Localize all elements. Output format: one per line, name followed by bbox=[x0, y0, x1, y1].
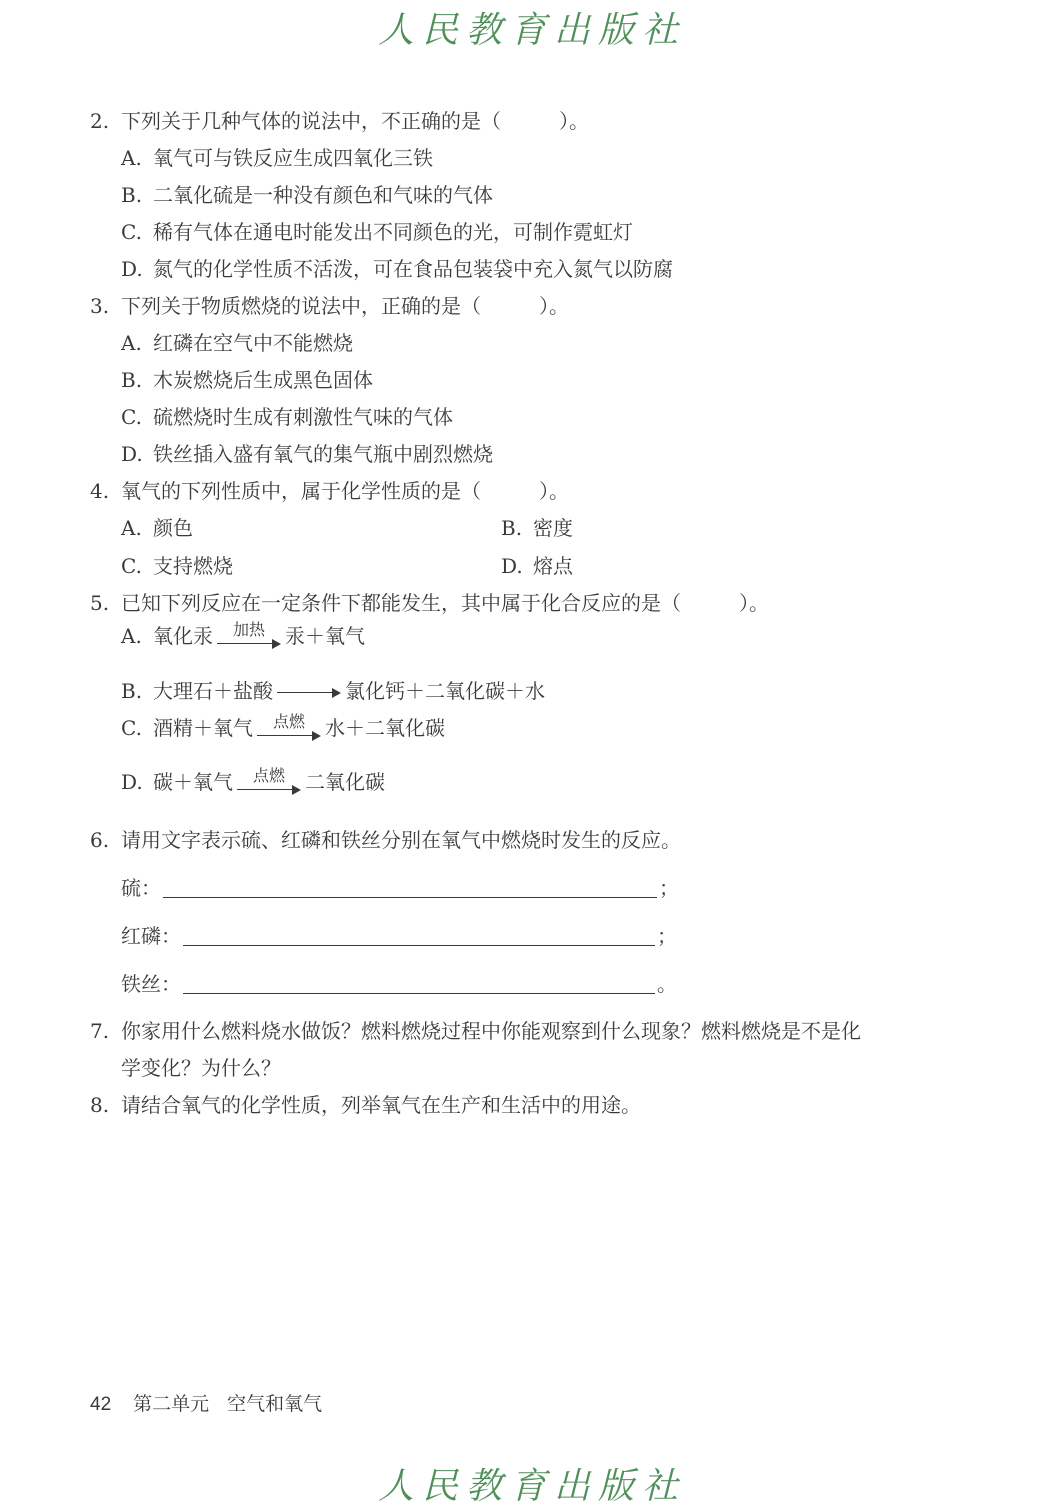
q2-option-d: D. 氮气的化学性质不活泼，可在食品包装袋中充入氮气以防腐 bbox=[121, 257, 673, 281]
products: 水＋二氧化碳 bbox=[325, 716, 445, 740]
products: 氯化钙＋二氧化碳＋水 bbox=[345, 679, 545, 703]
reactants: 碳＋氧气 bbox=[153, 770, 233, 794]
q5-option-c: C. 酒精＋氧气 点燃 水＋二氧化碳 bbox=[121, 712, 445, 740]
question-5-stem: 5. 已知下列反应在一定条件下都能发生，其中属于化合反应的是（ ）。 bbox=[90, 591, 769, 615]
reaction-arrow bbox=[257, 714, 321, 742]
q3-option-c: C. 硫燃烧时生成有刺激性气味的气体 bbox=[121, 405, 453, 429]
question-8-stem bbox=[90, 1091, 641, 1119]
q6-answer-sulfur: 硫： ； bbox=[121, 876, 679, 900]
answer-line[interactable] bbox=[163, 877, 657, 898]
question-7-stem bbox=[90, 1017, 861, 1045]
q2-option-b: B. 二氧化硫是一种没有颜色和气味的气体 bbox=[121, 183, 493, 207]
question-4-stem: 4. 氧气的下列性质中，属于化学性质的是（ ）。 bbox=[90, 479, 569, 503]
question-number: 5. bbox=[90, 591, 110, 615]
q4-option-a: A. 颜色 bbox=[121, 516, 193, 540]
reactants: 酒精＋氧气 bbox=[153, 716, 253, 740]
q3-option-a: A. 红磷在空气中不能燃烧 bbox=[121, 331, 353, 355]
arrow-icon bbox=[277, 687, 341, 699]
question-3-stem: 3. 下列关于物质燃烧的说法中，正确的是（ ）。 bbox=[90, 294, 569, 318]
question-text: 已知下列反应在一定条件下都能发生，其中属于化合反应的是（ bbox=[121, 591, 681, 615]
question-text: 下列关于物质燃烧的说法中，正确的是（ bbox=[121, 294, 481, 318]
arrow-icon bbox=[257, 730, 321, 742]
page-footer bbox=[90, 1390, 322, 1419]
page-number: 42 bbox=[90, 1394, 112, 1415]
q3-option-b: B. 木炭燃烧后生成黑色固体 bbox=[121, 368, 373, 392]
q2-option-c: C. 稀有气体在通电时能发出不同颜色的光，可制作霓虹灯 bbox=[121, 220, 633, 244]
q3-option-d: D. 铁丝插入盛有氧气的集气瓶中剧烈燃烧 bbox=[121, 442, 493, 466]
reactants: 氧化汞 bbox=[153, 624, 213, 648]
answer-line[interactable] bbox=[183, 973, 655, 994]
reaction-arrow bbox=[277, 687, 341, 705]
products: 二氧化碳 bbox=[305, 770, 385, 794]
reactants: 大理石＋盐酸 bbox=[153, 679, 273, 703]
q5-option-b: B. 大理石＋盐酸 氯化钙＋二氧化碳＋水 bbox=[121, 679, 545, 703]
question-text: 请结合氧气的化学性质，列举氧气在生产和生活中的用途。 bbox=[121, 1093, 641, 1117]
question-2-stem: 2. 下列关于几种气体的说法中，不正确的是（ ）。 bbox=[90, 109, 589, 133]
q5-option-d: D. 碳＋氧气 点燃 二氧化碳 bbox=[121, 766, 385, 794]
reaction-arrow bbox=[237, 768, 301, 796]
q4-option-d: D. 熔点 bbox=[501, 554, 573, 578]
q6-answer-iron-wire: 铁丝： 。 bbox=[121, 972, 677, 996]
unit-title: 空气和氧气 bbox=[227, 1393, 323, 1415]
question-number: 2. bbox=[90, 109, 110, 133]
question-7-continuation: 学变化？为什么？ bbox=[121, 1056, 281, 1080]
answer-line[interactable] bbox=[183, 925, 655, 946]
q4-option-c: C. 支持燃烧 bbox=[121, 554, 233, 578]
publisher-logo-bottom: 人民教育出版社 bbox=[377, 1466, 686, 1507]
arrow-icon bbox=[237, 784, 301, 796]
publisher-logo-top: 人民教育出版社 bbox=[377, 10, 686, 51]
q4-option-b: B. 密度 bbox=[501, 516, 573, 540]
question-text: 氧气的下列性质中，属于化学性质的是（ bbox=[121, 479, 481, 503]
question-number: 3. bbox=[90, 294, 110, 318]
question-number: 4. bbox=[90, 479, 110, 503]
question-text: 请用文字表示硫、红磷和铁丝分别在氧气中燃烧时发生的反应。 bbox=[121, 828, 681, 852]
reaction-condition: 点燃 bbox=[272, 712, 305, 731]
products: 汞＋氧气 bbox=[285, 624, 365, 648]
question-6-stem bbox=[90, 826, 681, 854]
arrow-icon bbox=[217, 638, 281, 650]
question-number: 6. bbox=[90, 828, 110, 852]
reaction-arrow bbox=[217, 622, 281, 650]
unit-label: 第二单元 bbox=[133, 1393, 210, 1415]
question-text: 你家用什么燃料烧水做饭？燃料燃烧过程中你能观察到什么现象？燃料燃烧是不是化 bbox=[121, 1019, 861, 1043]
question-number: 8. bbox=[90, 1093, 110, 1117]
q5-option-a: A. 氧化汞 加热 汞＋氧气 bbox=[121, 620, 365, 648]
question-text: 下列关于几种气体的说法中，不正确的是（ bbox=[121, 109, 501, 133]
q6-answer-red-phosphorus: 红磷： ； bbox=[121, 924, 677, 948]
reaction-condition: 点燃 bbox=[252, 766, 285, 785]
reaction-condition: 加热 bbox=[232, 620, 265, 639]
question-number: 7. bbox=[90, 1019, 110, 1043]
q2-option-a: A. 氧气可与铁反应生成四氧化三铁 bbox=[121, 146, 433, 170]
